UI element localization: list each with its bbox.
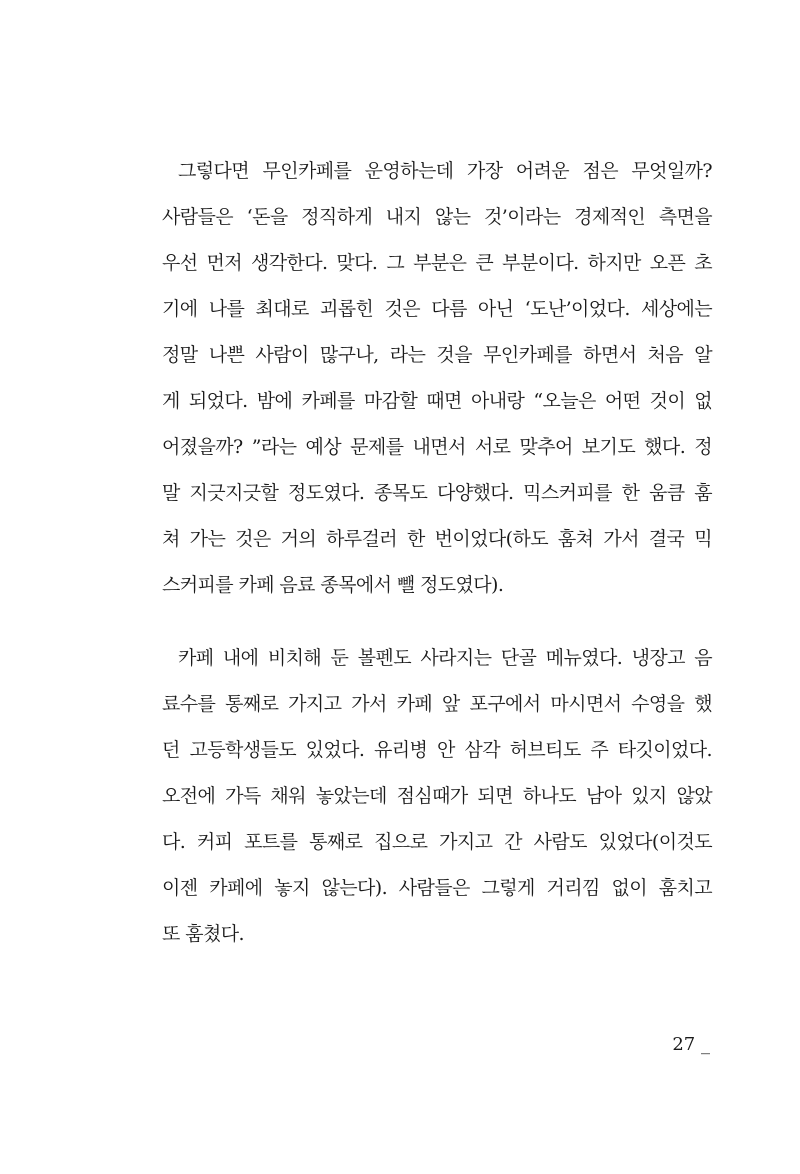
- page-number: 27 _: [672, 1034, 710, 1055]
- paragraph-2: [162, 635, 712, 957]
- paragraph-1-line: 기에 나를 최대로 괴롭힌 것은 다름 아닌 ‘도난’이었다. 세상에는: [162, 298, 712, 320]
- paragraph-1-line: 쳐 가는 것은 거의 하루걸러 한 번이었다(하도 훔쳐 가서 결국 믹: [162, 528, 712, 550]
- paragraph-2-line: 이젠 카페에 놓지 않는다). 사람들은 그렇게 거리낌 없이 훔치고: [162, 877, 712, 899]
- paragraph-2-line: 료수를 통째로 가지고 가서 카페 앞 포구에서 마시면서 수영을 했: [162, 693, 712, 715]
- paragraph-1-line: 게 되었다. 밤에 카페를 마감할 때면 아내랑 “오늘은 어떤 것이 없: [162, 390, 712, 412]
- paragraph-1-line: 그렇다면 무인카페를 운영하는데 가장 어려운 점은 무엇일까?: [178, 160, 712, 182]
- paragraph-2-line: 오전에 가득 채워 놓았는데 점심때가 되면 하나도 남아 있지 않았: [162, 785, 712, 807]
- paragraph-1-line: 스커피를 카페 음료 종목에서 뺄 정도였다).: [162, 574, 504, 596]
- paragraph-1: [162, 148, 712, 608]
- paragraph-1-line: 우선 먼저 생각한다. 맞다. 그 부분은 큰 부분이다. 하지만 오픈 초: [162, 252, 712, 274]
- paragraph-1-line: 정말 나쁜 사람이 많구나, 라는 것을 무인카페를 하면서 처음 알: [162, 344, 712, 366]
- paragraph-2-line: 다. 커피 포트를 통째로 집으로 가지고 간 사람도 있었다(이것도: [162, 831, 712, 853]
- paragraph-2-line: 던 고등학생들도 있었다. 유리병 안 삼각 허브티도 주 타깃이었다.: [162, 739, 712, 761]
- paragraph-2-line: 또 훔쳤다.: [162, 923, 244, 945]
- paragraph-2-line: 카페 내에 비치해 둔 볼펜도 사라지는 단골 메뉴였다. 냉장고 음: [178, 647, 712, 669]
- paragraph-1-line: 말 지긋지긋할 정도였다. 종목도 다양했다. 믹스커피를 한 움큼 훔: [162, 482, 712, 504]
- paragraph-1-line: 어졌을까? ”라는 예상 문제를 내면서 서로 맞추어 보기도 했다. 정: [162, 436, 712, 458]
- paragraph-1-line: 사람들은 ‘돈을 정직하게 내지 않는 것’이라는 경제적인 측면을: [162, 206, 712, 228]
